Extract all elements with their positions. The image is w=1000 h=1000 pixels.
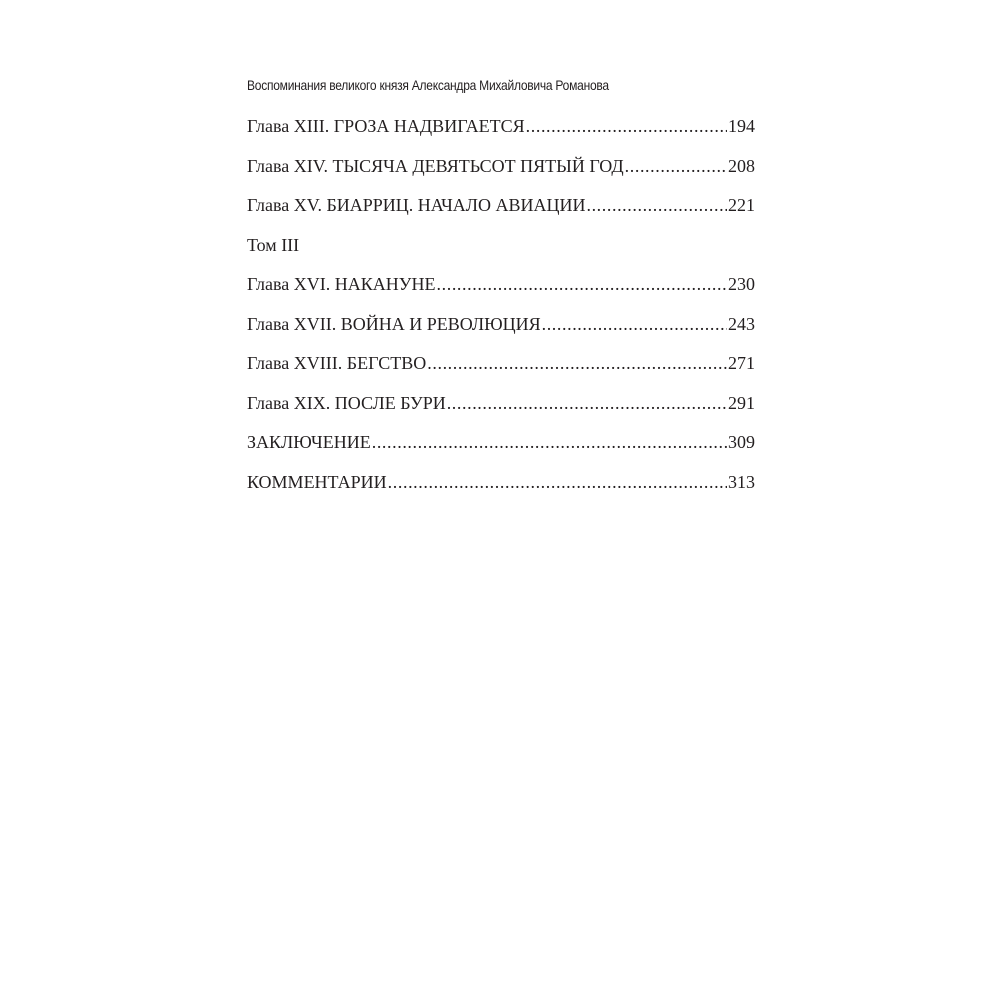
dot-leader (542, 308, 727, 340)
toc-entry-title: ЗАКЛЮЧЕНИЕ (247, 432, 371, 452)
toc-volume-heading (247, 229, 755, 269)
toc-entry-title: Глава XV. БИАРРИЦ. НАЧАЛО АВИАЦИИ (247, 195, 586, 215)
toc-entry-page: 230 (728, 274, 755, 294)
toc-entry-page: 194 (728, 116, 755, 136)
running-head: Воспоминания великого князя Александра Михайловича Романова (247, 77, 609, 93)
toc-entry-page: 291 (728, 392, 755, 413)
toc-entry (247, 347, 755, 387)
dot-leader (447, 387, 727, 419)
toc-entry-title: Глава XVI. НАКАНУНЕ (247, 274, 436, 294)
toc-entry (247, 268, 755, 308)
toc-entry-page: 221 (728, 195, 755, 215)
toc-entry-title: Глава XVIII. БЕГСТВО (247, 353, 427, 373)
toc-entry (247, 466, 755, 506)
toc-entry-title: Глава XIII. ГРОЗА НАДВИГАЕТСЯ (247, 116, 525, 136)
dot-leader (427, 347, 727, 379)
toc-entry (247, 426, 755, 466)
toc-entry-page: 243 (728, 313, 755, 334)
dot-leader (625, 150, 727, 182)
toc-entry-page: 271 (728, 353, 755, 373)
dot-leader (437, 268, 727, 300)
toc-entry-page: 309 (728, 432, 755, 452)
dot-leader (586, 189, 727, 221)
volume-heading-label: Том III (247, 234, 300, 255)
toc-entry-title: Глава XVII. ВОЙНА И РЕВОЛЮЦИЯ (247, 313, 541, 334)
book-page (247, 0, 755, 1000)
toc-entry (247, 189, 755, 229)
toc-entry (247, 308, 755, 348)
toc-entry-title: Глава XIV. ТЫСЯЧА ДЕВЯТЬСОТ ПЯТЫЙ ГОД (247, 155, 624, 176)
dot-leader (526, 110, 727, 142)
toc-entry (247, 387, 755, 427)
toc-entry (247, 150, 755, 190)
toc-entry-page: 313 (728, 471, 755, 492)
toc-entry-title: Глава XIX. ПОСЛЕ БУРИ (247, 392, 446, 413)
dot-leader (372, 426, 727, 458)
toc-entry-page: 208 (728, 155, 755, 176)
toc-entry-title: КОММЕНТАРИИ (247, 471, 387, 492)
toc-entry (247, 110, 755, 150)
dot-leader (388, 466, 727, 498)
table-of-contents (247, 110, 755, 505)
